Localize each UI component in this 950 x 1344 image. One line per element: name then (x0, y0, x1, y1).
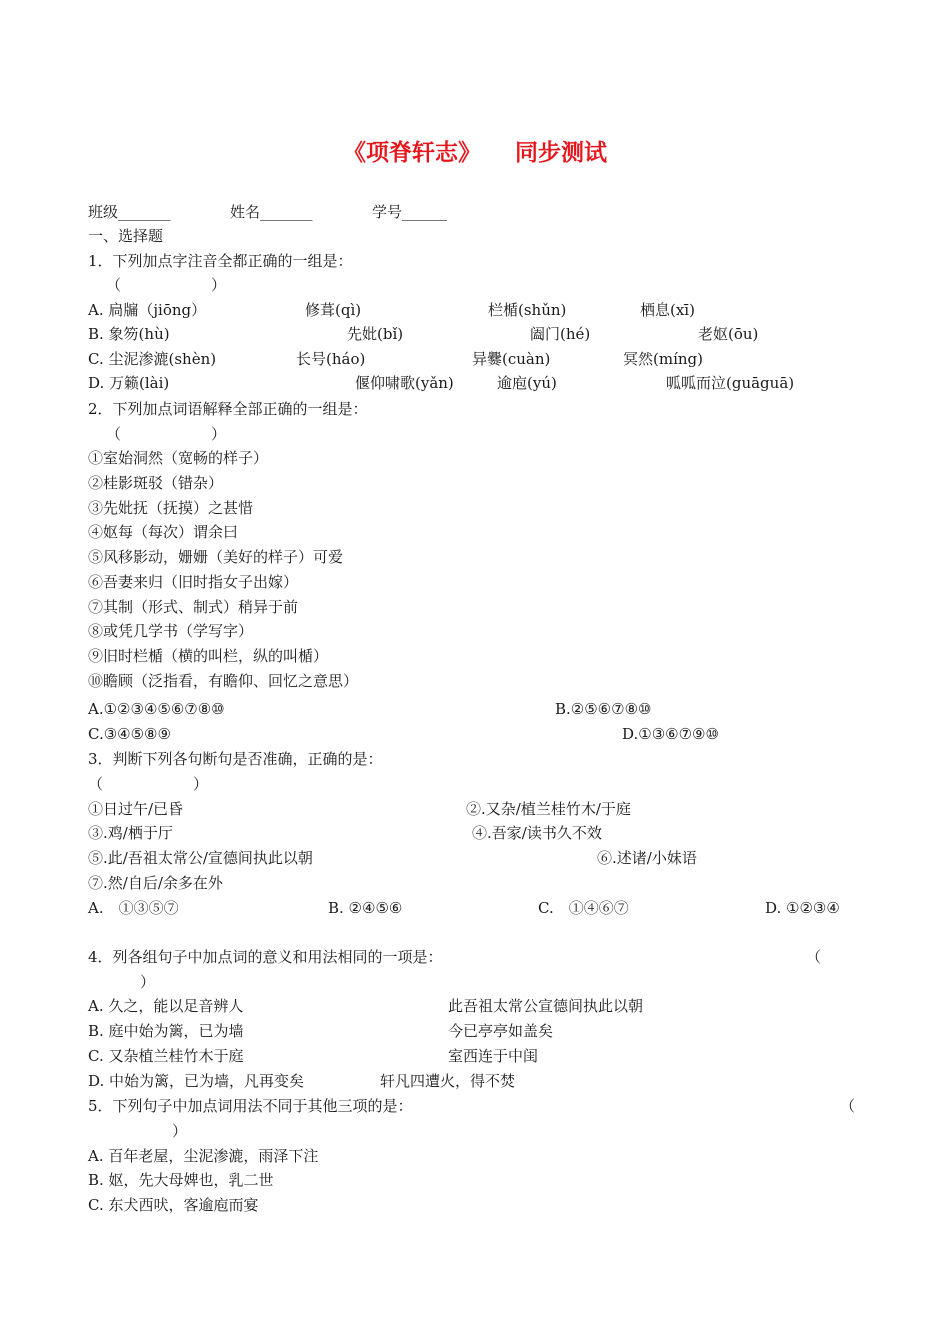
q1-option-a-item: 栏楯(shǔn) (488, 301, 567, 319)
q1-option-b-item: 先妣(bǐ) (347, 325, 404, 343)
q2-item: ③先妣抚（抚摸）之甚惜 (88, 499, 254, 517)
student-number-field[interactable]: 学号______ (372, 203, 448, 221)
class-field[interactable]: 班级_______ (88, 203, 171, 221)
q3-item: ①日过午/已昏 (88, 800, 184, 818)
question-1-stem: 1．下列加点字注音全都正确的一组是： (88, 252, 353, 270)
q3-item: ④.吾家/读书久不效 (472, 824, 602, 842)
q2-option-c: C.③④⑤⑧⑨ (88, 725, 171, 743)
answer-paren: （ ） (106, 425, 227, 443)
q5-option-c: C. 东犬西吠，客逾庖而宴 (88, 1196, 259, 1214)
q1-option-c: C. 尘泥渗漉(shèn) (88, 350, 217, 368)
q3-item: ⑤.此/吾祖太常公/宣德间执此以朝 (88, 849, 313, 867)
q4-option-a-item: 此吾祖太常公宣德间执此以朝 (448, 997, 644, 1015)
q1-option-c-item: 长号(háo) (296, 350, 366, 368)
q4-option-b-item: 今已亭亭如盖矣 (448, 1022, 554, 1040)
q1-option-d-item: 逾庖(yú) (497, 374, 557, 392)
answer-paren-open: （ (840, 1097, 856, 1115)
q2-item: ⑩瞻顾（泛指看，有瞻仰、回忆之意思） (88, 672, 359, 690)
q1-option-a: A. 扃牖（jiōng） (88, 301, 207, 319)
q4-option-c-item: 室西连于中闺 (448, 1047, 539, 1065)
q1-option-a-item: 栖息(xī) (640, 301, 695, 319)
q3-item: ⑥.述诸/小妹语 (597, 849, 697, 867)
q3-option-b: B. ②④⑤⑥ (328, 899, 403, 917)
q4-option-a: A. 久之，能以足音辨人 (88, 997, 244, 1015)
q2-item: ⑥吾妻来归（旧时指女子出嫁） (88, 573, 299, 591)
question-4-stem: 4．列各组句子中加点词的意义和用法相同的一项是： (88, 948, 443, 966)
q1-option-d-item: 呱呱而泣(guāguā) (666, 374, 795, 392)
answer-paren-open: （ (806, 948, 822, 966)
q3-option-d: D. ①②③④ (765, 899, 840, 917)
q2-item: ⑤风移影动，姗姗（美好的样子）可爱 (88, 548, 344, 566)
q1-option-b: B. 象笏(hù) (88, 325, 170, 343)
q4-option-d: D. 中始为篱，已为墙，凡再变矣 (88, 1072, 305, 1090)
q2-item: ②桂影斑驳（错杂） (88, 474, 224, 492)
section-heading: 一、选择题 (88, 227, 164, 245)
answer-paren-close: ） (172, 1122, 188, 1140)
q4-option-c: C. 又杂植兰桂竹木于庭 (88, 1047, 244, 1065)
q1-option-c-item: 冥然(míng) (623, 350, 703, 368)
q2-option-b: B.②⑤⑥⑦⑧⑩ (555, 700, 652, 718)
q1-option-b-item: 阖门(hé) (530, 325, 591, 343)
q1-option-a-item: 修葺(qì) (305, 301, 362, 319)
name-field[interactable]: 姓名_______ (230, 203, 313, 221)
title-part2: 同步测试 (515, 140, 607, 166)
q2-option-a: A.①②③④⑤⑥⑦⑧⑩ (88, 700, 225, 718)
q4-option-b: B. 庭中始为篱，已为墙 (88, 1022, 244, 1040)
q3-item: ②.又杂/植兰桂竹木/于庭 (466, 800, 631, 818)
q3-option-c: C. ①④⑥⑦ (538, 899, 629, 917)
question-3-stem: 3．判断下列各句断句是否准确，正确的是： (88, 750, 383, 768)
q2-option-d: D.①③⑥⑦⑨⑩ (622, 725, 719, 743)
answer-paren: （ ） (106, 276, 227, 294)
q1-option-c-item: 异爨(cuàn) (472, 350, 551, 368)
q3-option-a: A. ①③⑤⑦ (88, 899, 179, 917)
q1-option-d: D. 万籁(lài) (88, 374, 170, 392)
q2-item: ⑨旧时栏楯（横的叫栏，纵的叫楯） (88, 647, 329, 665)
q5-option-a: A. 百年老屋，尘泥渗漉，雨泽下注 (88, 1147, 319, 1165)
title-part1: 《项脊轩志》 (343, 140, 481, 166)
q2-item: ④妪每（每次）谓余曰 (88, 523, 239, 541)
q2-item: ⑧或凭几学书（学写字） (88, 622, 254, 640)
q1-option-b-item: 老妪(ōu) (698, 325, 759, 343)
q4-option-d-item: 轩凡四遭火，得不焚 (380, 1072, 516, 1090)
page-title (0, 134, 950, 167)
question-2-stem: 2．下列加点词语解释全部正确的一组是： (88, 400, 368, 418)
answer-paren: （ ） (88, 775, 209, 793)
q2-item: ⑦其制（形式、制式）稍异于前 (88, 598, 299, 616)
q3-item: ③.鸡/栖于厅 (88, 824, 173, 842)
q5-option-b: B. 妪，先大母婢也，乳二世 (88, 1171, 274, 1189)
question-5-stem: 5．下列句子中加点词用法不同于其他三项的是： (88, 1097, 413, 1115)
q1-option-d-item: 偃仰啸歌(yǎn) (355, 374, 454, 392)
q3-item: ⑦.然/自后/余多在外 (88, 874, 223, 892)
q2-item: ①室始洞然（宽畅的样子） (88, 449, 269, 467)
answer-paren-close: ） (140, 973, 156, 991)
